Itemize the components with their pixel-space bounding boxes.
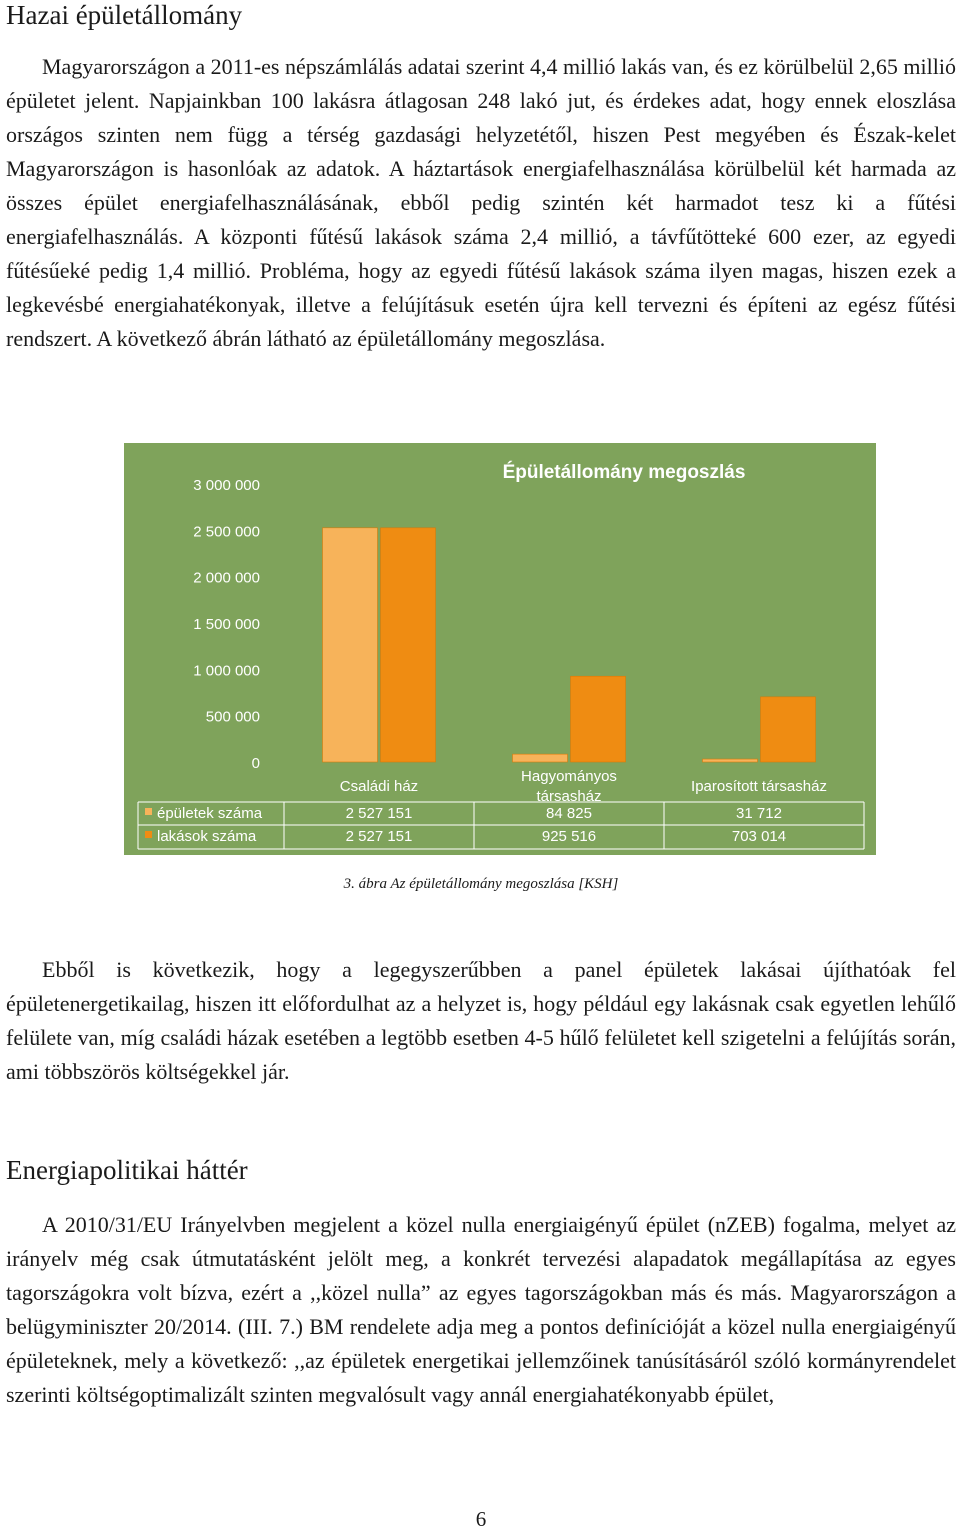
y-tick-label: 500 000 bbox=[205, 708, 260, 726]
figure-caption: 3. ábra Az épületállomány megoszlása [KSH] bbox=[343, 876, 619, 892]
y-tick-label: 3 000 000 bbox=[193, 477, 260, 494]
section-heading-hazai: Hazai épületállomány bbox=[6, 0, 243, 30]
x-category-label: Iparosított társasház bbox=[691, 778, 827, 795]
x-category-label: Hagyományos bbox=[521, 768, 617, 785]
table-value: 2 527 151 bbox=[345, 828, 413, 845]
paragraph-panel: Ebből is következik, hogy a legegyszerűbben a panel épületek lakásai újíthatóak fel épületenergetikailag, hiszen itt előfordulhat az a helyzet is, hogy például egy lakásnak csak egyetlen lehűlő felülete van, míg családi házak esetében a legtöbb esetben 4-5 hűlő felületet kell szigetelni a felújítás során, ami többszörös költségekkel jár. bbox=[6, 957, 956, 1084]
y-tick-label: 2 500 000 bbox=[193, 523, 260, 541]
y-tick-label: 2 000 000 bbox=[193, 569, 260, 587]
bar-buildings bbox=[703, 759, 758, 762]
legend-label: lakások száma bbox=[157, 828, 257, 845]
legend-swatch bbox=[145, 831, 152, 838]
bar-dwellings bbox=[381, 528, 436, 762]
page-number: 6 bbox=[475, 1507, 487, 1531]
table-value: 31 712 bbox=[736, 805, 782, 822]
table-value: 925 516 bbox=[541, 828, 597, 845]
y-tick-label: 0 bbox=[251, 755, 260, 772]
paragraph-intro: Magyarországon a 2011-es népszámlálás adatai szerint 4,4 millió lakás van, és ez körülbelül 2,65 millió épületet jelent. Napjainkban 100 lakásra átlagosan 248 lakó jut, és érdekes adat, hogy ennek eloszlása országos szinten nem függ a térség gazdasági helyzetétől, hiszen Pest megyében és Észak-kelet Magyarországon is hasonlóak az adatok. A háztartások energiafelhasználása körülbelül két harmada az összes épület energiafelhasználásának, ebből pedig szintén két harmadot tesz ki a fűtési energiafelhasználás. A központi fűtésű lakások száma 2,4 millió, a távfűtötteké 600 ezer, az egyedi fűtésűeké pedig 1,4 millió. Probléma, hogy az egyedi fűtésű lakások száma ilyen magas, hiszen ezek a legkevésbé energiahatékonyak, illetve a felújításuk esetén újra kell tervezni és építeni az egész fűtési rendszert. A következő ábrán látható az épületállomány megoszlása. bbox=[6, 54, 956, 351]
section-heading-energiapolitika: Energiapolitikai háttér bbox=[6, 1155, 248, 1185]
building-stock-bar-chart bbox=[124, 443, 876, 855]
table-value: 703 014 bbox=[731, 828, 787, 845]
paragraph-nzeb: A 2010/31/EU Irányelvben megjelent a közel nulla energiaigényű épület (nZEB) fogalma, melyet az irányelv még csak útmutatásként jelölt meg, a konkrét tervezési alapadatok megállapítása az egyes tagországokra volt bízva, ezért a ,,közel nulla” az egyes tagországokban más és más. Magyarországon a belügyminiszter 20/2014. (III. 7.) BM rendelete adja meg a pontos definícióját a közel nulla energiaigényű épületeknek, mely a következő: ,,az épületek energetikai jellemzőinek tanúsításáról szóló kormányrendelet szerinti költségoptimalizált szinten megvalósult vagy annál energiahatékonyabb épület, bbox=[6, 1212, 956, 1407]
x-category-label: Családi ház bbox=[339, 778, 419, 795]
legend-swatch bbox=[145, 808, 152, 815]
y-tick-label: 1 500 000 bbox=[193, 616, 260, 633]
bar-buildings bbox=[323, 528, 378, 762]
legend-label: épületek száma bbox=[157, 805, 263, 822]
y-tick-label: 1 000 000 bbox=[193, 662, 260, 680]
table-value: 84 825 bbox=[546, 805, 592, 822]
x-category-label: társasház bbox=[536, 788, 602, 805]
table-value: 2 527 151 bbox=[345, 805, 413, 822]
chart-title: Épületállomány megoszlás bbox=[502, 462, 746, 483]
bar-dwellings bbox=[761, 697, 816, 762]
bar-dwellings bbox=[571, 676, 626, 762]
bar-buildings bbox=[513, 754, 568, 762]
